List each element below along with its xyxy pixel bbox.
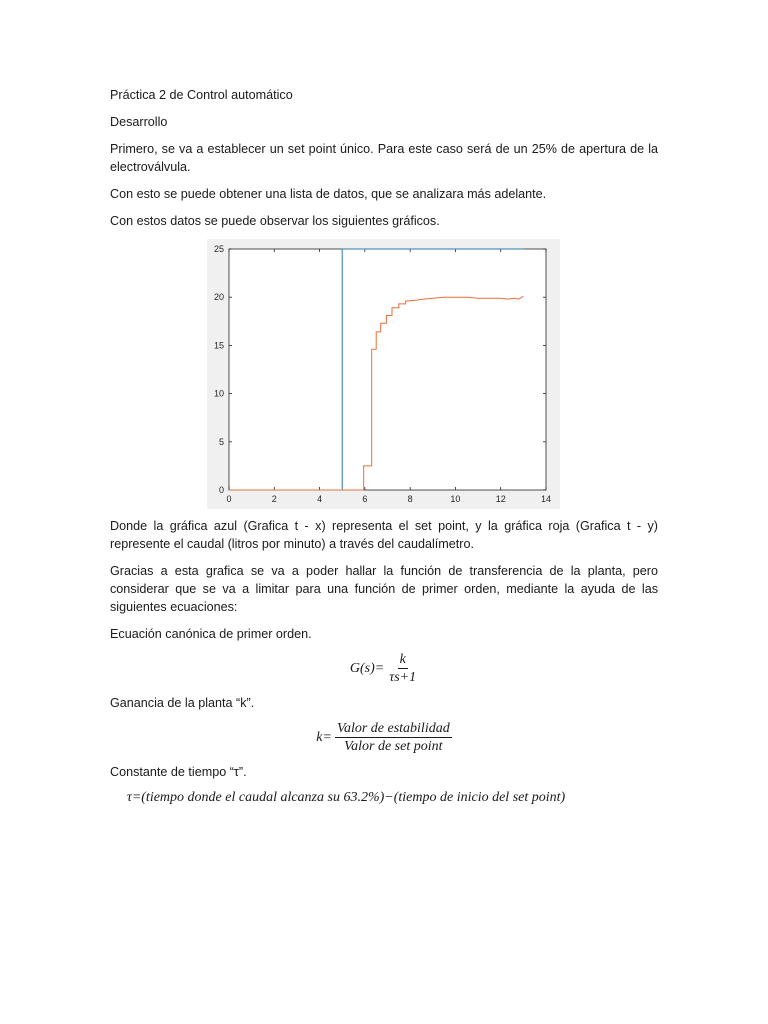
y-tick-label: 0 [218, 485, 224, 495]
document-title: Práctica 2 de Control automático [110, 88, 293, 102]
response-chart [207, 239, 560, 509]
paragraph-graph-description: Donde la gráfica azul (Grafica t - x) representa el set point, y la gráfica roja (Grafica t - y) represente el caudal (litros por minuto) a través del caudalímetro. [110, 519, 658, 551]
equation-numerator: k [399, 652, 406, 667]
plot-area [229, 249, 546, 490]
y-tick-label: 5 [218, 436, 224, 447]
equation-denominator: τs+1 [389, 670, 417, 685]
equation-lhs: k= [316, 729, 332, 745]
paragraph-transfer-function: Gracias a esta grafica se va a poder hallar la función de transferencia de la planta, pero considerar que se va a limitar para una función de primer orden, mediante la ayuda de las siguientes ecuaciones: [110, 564, 658, 614]
paragraph-gain: Ganancia de la planta “k”. [110, 696, 255, 710]
equation-time-constant: τ=(tiempo donde el caudal alcanza su 63.2%)−(tiempo de inicio del set point) [126, 790, 566, 805]
y-tick-label: 15 [213, 340, 224, 351]
x-tick-label: 10 [450, 494, 461, 504]
y-tick-label: 25 [213, 244, 224, 254]
y-tick-label: 10 [213, 388, 224, 399]
document-body [110, 86, 658, 815]
response-chart-figure [207, 239, 560, 509]
paragraph-intro: Primero, se va a establecer un set point único. Para este caso será de un 25% de apertura de la electroválvula. [110, 142, 658, 174]
equation-fraction [335, 721, 452, 754]
x-tick-label: 12 [495, 494, 506, 504]
x-tick-label: 0 [226, 494, 232, 504]
paragraph-data-list: Con esto se puede obtener una lista de datos, que se analizara más adelante. [110, 187, 547, 201]
x-tick-label: 6 [362, 494, 368, 504]
x-tick-label: 8 [407, 494, 413, 504]
equation-transfer-function [110, 652, 658, 685]
equation-fraction [387, 652, 418, 685]
equation-denominator: Valor de set point [344, 739, 443, 754]
x-tick-label: 14 [540, 494, 552, 504]
x-tick-label: 4 [317, 494, 323, 504]
y-tick-label: 20 [213, 292, 224, 303]
equation-numerator: Valor de estabilidad [336, 721, 450, 736]
equation-gain [110, 721, 658, 754]
equation-lhs: G(s)= [349, 660, 385, 676]
x-tick-label: 2 [271, 494, 277, 504]
paragraph-graphs-intro: Con estos datos se puede observar los siguientes gráficos. [110, 214, 440, 228]
section-heading: Desarrollo [110, 115, 168, 129]
paragraph-time-constant: Constante de tiempo “τ”. [110, 765, 247, 779]
paragraph-canonical-equation: Ecuación canónica de primer orden. [110, 627, 312, 641]
